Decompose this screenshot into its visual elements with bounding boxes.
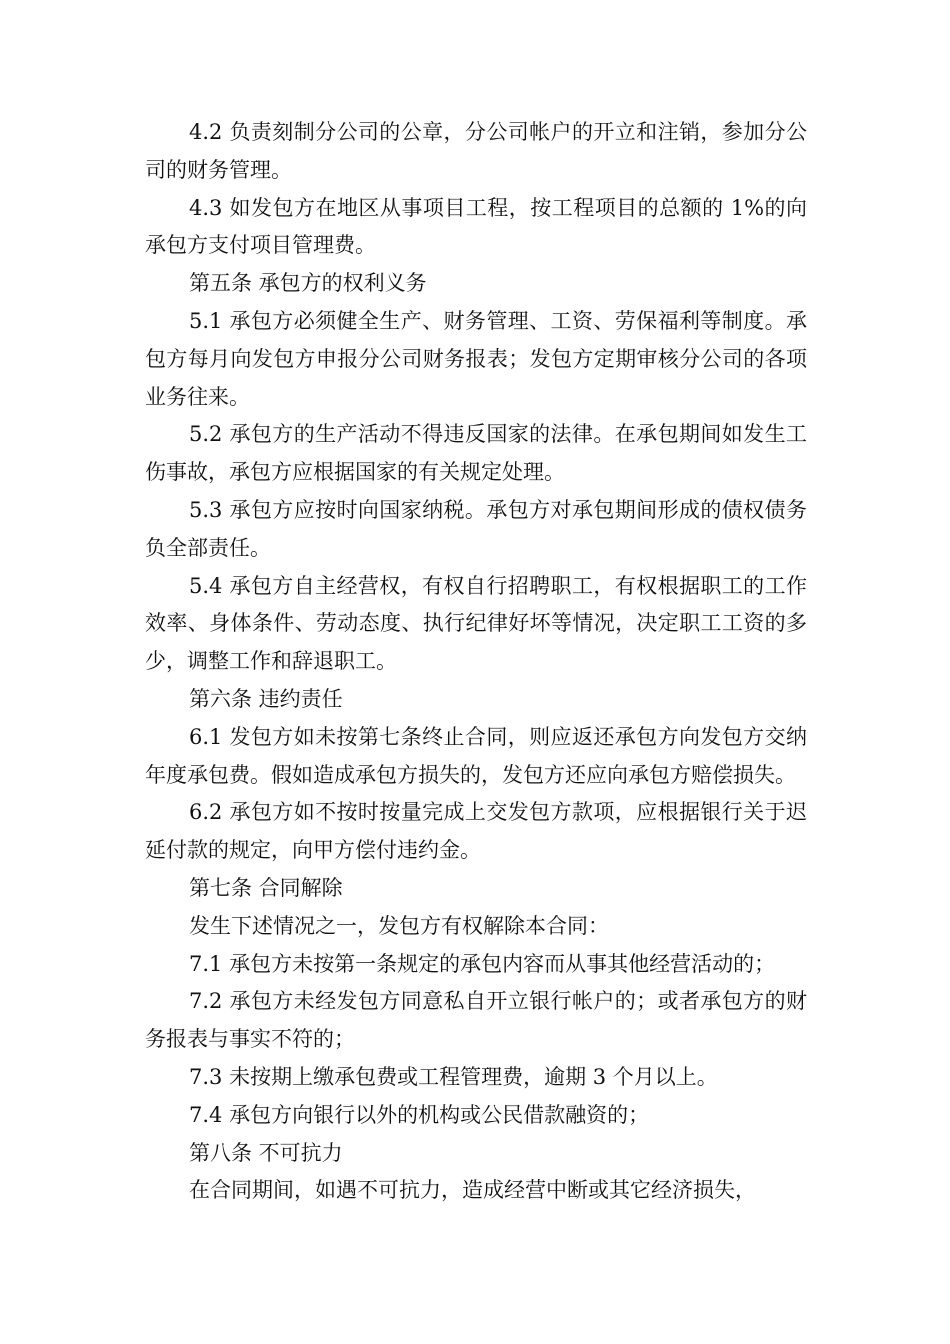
- clause-4-3: 4.3 如发包方在地区从事项目工程，按工程项目的总额的 1%的向承包方支付项目管理费。: [145, 195, 807, 258]
- clause-5-3: 5.3 承包方应按时向国家纳税。承包方对承包期间形成的债权债务负全部责任。: [145, 497, 807, 560]
- clause-7-3: 7.3 未按期上缴承包费或工程管理费，逾期 3 个月以上。: [189, 1064, 718, 1089]
- article-7-intro: 发生下述情况之一，发包方有权解除本合同：: [189, 913, 609, 938]
- article-8-heading: 第八条 不可抗力: [189, 1140, 343, 1165]
- document-body: [145, 114, 807, 1210]
- article-5-heading: 第五条 承包方的权利义务: [189, 271, 427, 296]
- clause-6-2: 6.2 承包方如不按时按量完成上交发包方款项，应根据银行关于迟延付款的规定，向甲方偿付违约金。: [145, 800, 807, 863]
- clause-5-1: 5.1 承包方必须健全生产、财务管理、工资、劳保福利等制度。承包方每月向发包方申报分公司财务报表；发包方定期审核分公司的各项业务往来。: [145, 308, 807, 409]
- article-6-heading: 第六条 违约责任: [189, 686, 343, 711]
- clause-5-4: 5.4 承包方自主经营权，有权自行招聘职工，有权根据职工的工作效率、身体条件、劳动态度、执行纪律好坏等情况，决定职工工资的多少，调整工作和辞退职工。: [145, 573, 807, 674]
- clause-4-2: 4.2 负责刻制分公司的公章，分公司帐户的开立和注销，参加分公司的财务管理。: [145, 120, 807, 182]
- clause-7-4: 7.4 承包方向银行以外的机构或公民借款融资的；: [189, 1102, 650, 1127]
- article-7-heading: 第七条 合同解除: [189, 875, 343, 900]
- clause-7-1: 7.1 承包方未按第一条规定的承包内容而从事其他经营活动的；: [189, 951, 776, 976]
- article-8-text: 在合同期间，如遇不可抗力，造成经营中断或其它经济损失，: [189, 1178, 756, 1203]
- clause-6-1: 6.1 发包方如未按第七条终止合同，则应返还承包方向发包方交纳年度承包费。假如造成承包方损失的，发包方还应向承包方赔偿损失。: [145, 724, 807, 787]
- clause-7-2: 7.2 承包方未经发包方同意私自开立银行帐户的；或者承包方的财务报表与事实不符的；: [145, 989, 807, 1052]
- clause-5-2: 5.2 承包方的生产活动不得违反国家的法律。在承包期间如发生工伤事故，承包方应根据国家的有关规定处理。: [145, 422, 807, 485]
